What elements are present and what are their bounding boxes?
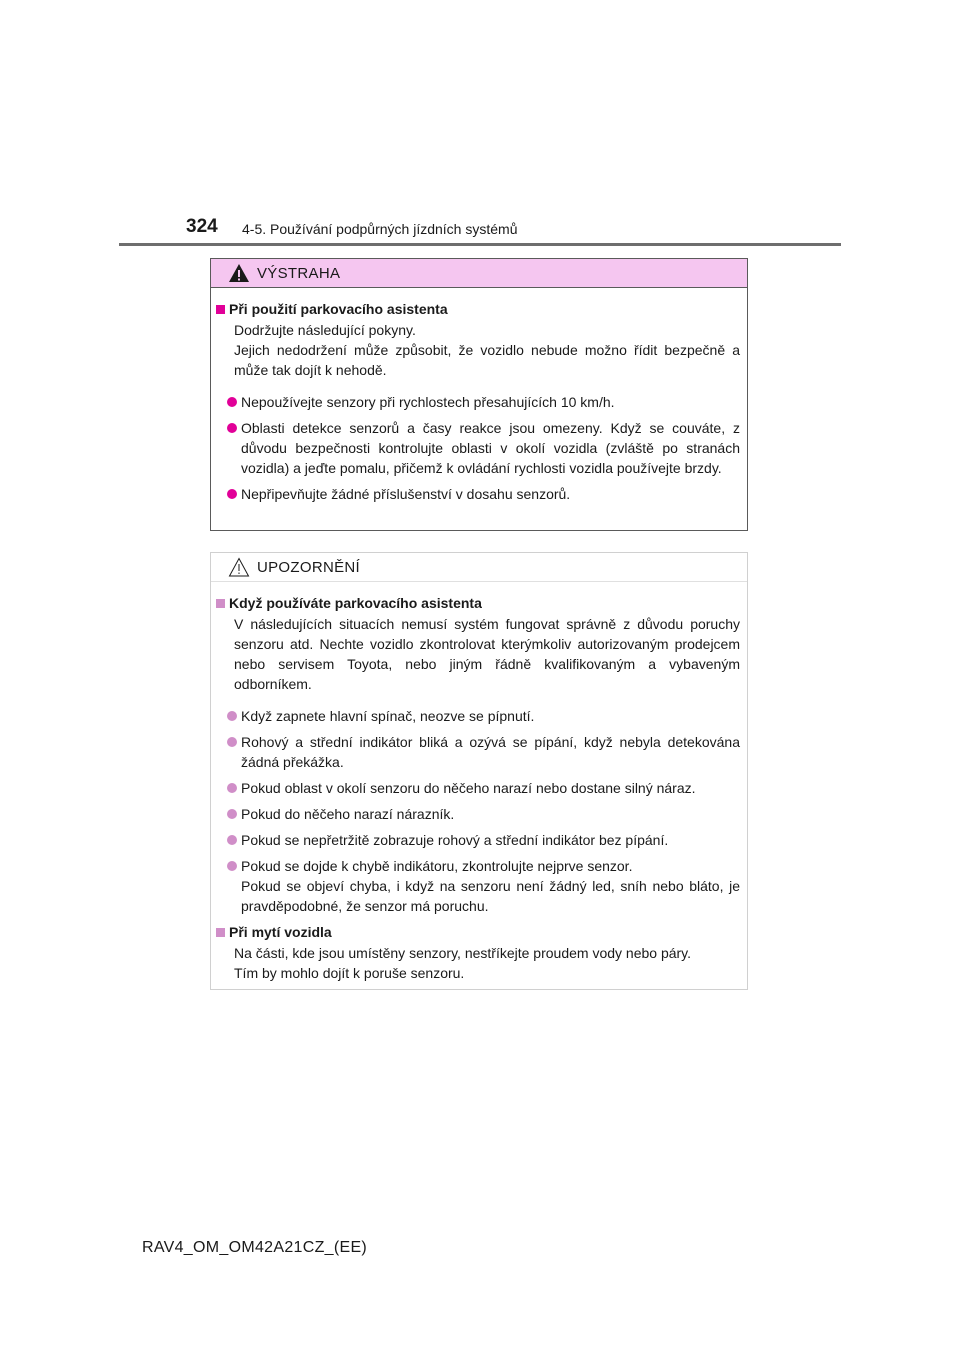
list-item-text: Oblasti detekce senzorů a časy reakce jsou omezeny. Když se couváte, z důvodu bezpečnosti kontrolujte oblasti v okolí vozidla (zvláště po stranách vozidla) a jeďte pomalu, přičemž k ovládání rychlosti vozidla používejte brzdy. [241, 420, 740, 476]
warning-body [211, 288, 747, 504]
footer-code: RAV4_OM_OM42A21CZ_(EE) [142, 1239, 368, 1256]
round-bullet-icon [227, 861, 237, 871]
list-item-text: Pokud se nepřetržitě zobrazuje rohový a střední indikátor bez pípání. [241, 832, 669, 848]
caution-wash-text-1: Na části, kde jsou umístěny senzory, nestříkejte proudem vody nebo páry. [234, 945, 692, 961]
list-item [216, 804, 740, 824]
list-item [216, 706, 740, 726]
list-item [216, 418, 740, 478]
round-bullet-icon [227, 737, 237, 747]
round-bullet-icon [227, 835, 237, 845]
square-bullet-icon [216, 599, 225, 608]
warning-heading-text: Při použití parkovacího asistenta [229, 301, 448, 317]
list-item-text [241, 856, 740, 916]
square-bullet-icon [216, 928, 225, 937]
square-bullet-icon [216, 305, 225, 314]
warning-intro-2: Jejich nedodržení může způsobit, že vozidlo nebude možno řídit bezpečně a může tak dojít k nehodě. [234, 342, 740, 378]
list-item [216, 392, 740, 412]
caution-body [211, 582, 747, 983]
caution-title: UPOZORNĚNÍ [257, 558, 361, 576]
list-item-text-line-2: Pokud se objeví chyba, i když na senzoru není žádný led, sníh nebo bláto, je pravděpodobné, že senzor má poruchu. [241, 878, 740, 914]
warning-box [210, 258, 748, 531]
list-item-text: Nepřipevňujte žádné příslušenství v dosahu senzorů. [241, 486, 571, 502]
page-number: 324 [186, 216, 218, 237]
caution-box [210, 552, 748, 990]
warning-intro-1: Dodržujte následující pokyny. [234, 322, 416, 338]
round-bullet-icon [227, 397, 237, 407]
caution-heading-1-text: Když používáte parkovacího asistenta [229, 595, 482, 611]
list-item [216, 778, 740, 798]
list-item [216, 484, 740, 504]
round-bullet-icon [227, 711, 237, 721]
list-item-text: Pokud oblast v okolí senzoru do něčeho narazí nebo dostane silný náraz. [241, 780, 696, 796]
caution-heading-2 [216, 922, 740, 942]
list-item-text: Pokud do něčeho narazí nárazník. [241, 806, 455, 822]
round-bullet-icon [227, 423, 237, 433]
warning-triangle-icon [228, 263, 250, 283]
list-item [216, 732, 740, 772]
list-item-text-line-1: Pokud se dojde k chybě indikátoru, zkontrolujte nejprve senzor. [241, 858, 633, 874]
round-bullet-icon [227, 489, 237, 499]
warning-heading [216, 299, 740, 319]
header-rule [119, 243, 841, 246]
warning-title: VÝSTRAHA [257, 264, 341, 282]
list-item-text: Rohový a střední indikátor bliká a ozývá se pípání, když nebyla detekována žádná překážka. [241, 734, 740, 770]
list-item-text: Když zapnete hlavní spínač, neozve se pípnutí. [241, 708, 535, 724]
list-item [216, 830, 740, 850]
list-item [216, 856, 740, 916]
round-bullet-icon [227, 809, 237, 819]
list-item-text: Nepoužívejte senzory při rychlostech přesahujících 10 km/h. [241, 394, 615, 410]
round-bullet-icon [227, 783, 237, 793]
caution-wash-text-2: Tím by mohlo dojít k poruše senzoru. [234, 965, 465, 981]
section-title: 4-5. Používání podpůrných jízdních systémů [242, 221, 518, 237]
caution-triangle-icon [228, 557, 250, 577]
warning-header [211, 259, 747, 288]
caution-header [211, 553, 747, 582]
caution-intro: V následujících situacích nemusí systém fungovat správně z důvodu poruchy senzoru atd. Nechte vozidlo zkontrolovat kterýmkoliv autorizovaným prodejcem nebo servisem Toyota, nebo jiným řádně kvalifikovaným a vybaveným odborníkem. [234, 616, 740, 692]
caution-heading-2-text: Při mytí vozidla [229, 924, 332, 940]
caution-heading-1 [216, 593, 740, 613]
